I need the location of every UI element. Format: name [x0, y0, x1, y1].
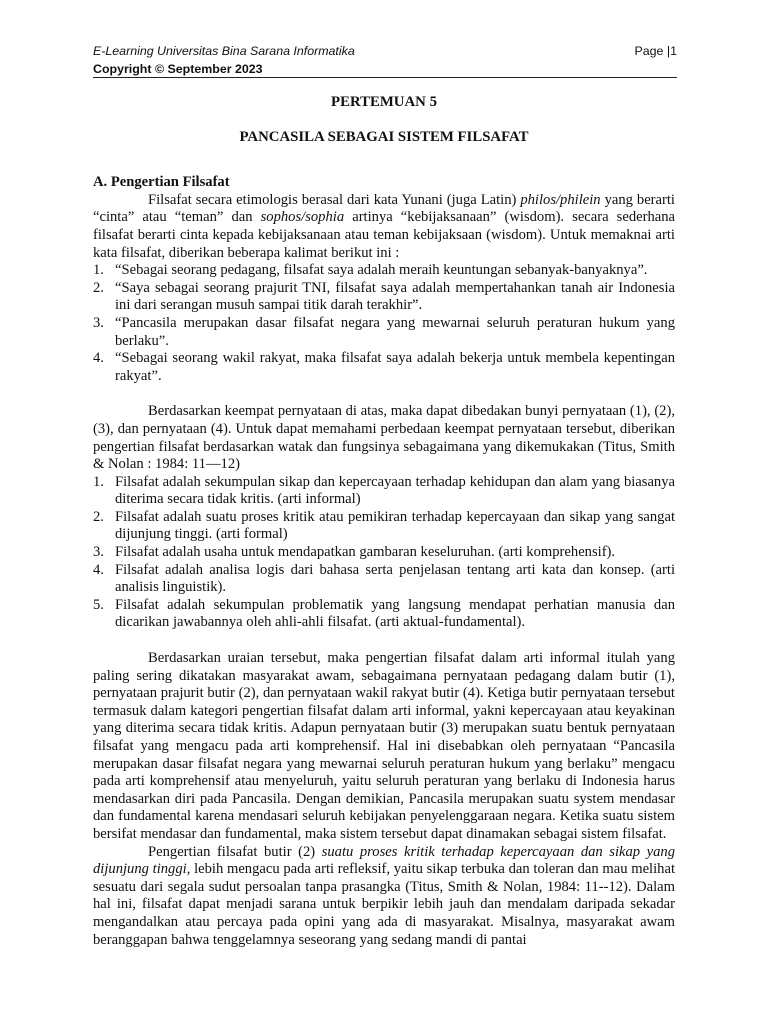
- section-heading-a: A. Pengertian Filsafat: [93, 174, 230, 191]
- list-item: 3. “Pancasila merupakan dasar filsafat negara yang mewarnai seluruh peraturan hukum yang berlaku”.: [93, 314, 675, 349]
- list-item: 5. Filsafat adalah sekumpulan problematik yang langsung mendapat perhatian manusia dan dicarikan jawabannya oleh ahli-ahli filsafat. (arti aktual-fundamental).: [93, 596, 675, 631]
- list-item: 4. “Sebagai seorang wakil rakyat, maka filsafat saya adalah bekerja untuk membela kepentingan rakyat”.: [93, 350, 675, 384]
- paragraph-4: Pengertian filsafat butir (2) suatu proses kritik terhadap kepercayaan dan sikap yang dijunjung tinggi, lebih mengacu pada arti refleksif, yaitu sikap terbuka dan toleran dan mau melihat sesuatu dari segala sudut persoalan tanpa prasangka (Titus, Smith & Nolan, 1984: 11--12). Dalam hal ini, filsafat dapat menjadi sarana untuk berpikir lebih jauh dan mendalam daripada sekadar mengandalkan atau percaya pada opini yang ada di masyarakat. Misalnya, masyarakat awam beranggapan bahwa tenggelamnya seseorang yang sedang mandi di pantai: [93, 843, 675, 948]
- paragraph-1: Filsafat secara etimologis berasal dari kata Yunani (juga Latin) philos/philein yang berarti “cinta” atau “teman” dan sophos/sophia artinya “kebijaksanaan” (wisdom). secara sederhana filsafat berarti cinta kepada kebijaksanaan atau teman kebijaksaan (wisdom). Untuk memaknai arti kata filsafat, diberikan beberapa kalimat berikut ini :: [93, 191, 676, 261]
- list-item: 3. Filsafat adalah usaha untuk mendapatkan gambaran keseluruhan. (arti komprehensif).: [93, 544, 616, 561]
- list-item: 1. Filsafat adalah sekumpulan sikap dan kepercayaan terhadap kehidupan dan alam yang biasanya diterima secara tidak kritis. (arti informal): [93, 473, 675, 508]
- list-item: 2. “Saya sebagai seorang prajurit TNI, filsafat saya adalah mempertahankan tanah air Indonesia ini dari serangan musuh sampai titik darah terakhir”.: [93, 279, 675, 314]
- header-rule: [93, 77, 677, 78]
- list-item: 2. Filsafat adalah suatu proses kritik atau pemikiran terhadap kepercayaan dan sikap yang sangat dijunjung tinggi. (arti formal): [93, 508, 675, 543]
- paragraph-2: Berdasarkan keempat pernyataan di atas, maka dapat dibedakan bunyi pernyataan (1), (2), (3), dan pernyataan (4). Untuk dapat memahami perbedaan keempat pernyataan tersebut, diberikan pengertian filsafat berdasarkan watak dan fungsinya sebagaimana yang dikemukakan (Titus, Smith & Nolan : 1984: 11—12): [93, 403, 675, 473]
- document-body: [93, 90, 675, 949]
- statement-list: [93, 262, 675, 385]
- page-number: Page |1: [634, 44, 677, 58]
- list-item: 1. “Sebagai seorang pedagang, filsafat saya adalah meraih keuntungan sebanyak-banyaknya”.: [93, 262, 648, 279]
- page-header: [93, 42, 677, 78]
- header-org: E-Learning Universitas Bina Sarana Informatika: [93, 44, 355, 58]
- list-item: 4. Filsafat adalah analisa logis dari bahasa serta penjelasan tentang arti kata dan konsep. (arti analisis linguistik).: [93, 561, 675, 596]
- definition-list: [93, 474, 675, 632]
- document-title: PANCASILA SEBAGAI SISTEM FILSAFAT: [239, 128, 529, 145]
- paragraph-3: Berdasarkan uraian tersebut, maka pengertian filsafat dalam arti informal itulah yang paling sering dikatakan masyarakat awam, sebagaimana pernyataan pedagang dalam butir (1), pernyataan prajurit butir (2), dan pernyataan wakil rakyat butir (4). Ketiga butir pernyataan tersebut termasuk dalam kategori pengertian filsafat dalam arti informal, yakni kepercayaan atau keyakinan yang diterima secara tidak kritis. Adapun pernyataan butir (3) merupakan suatu bentuk pernyataan filsafat yang mengacu pada arti komprehensif. Hal ini disebabkan oleh pernyataan “Pancasila merupakan dasar filsafat negara yang mewarnai seluruh peraturan hukum yang berlaku” mengacu pada arti komprehensif atau menyeluruh, yaitu seluruh peraturan yang berlaku di Indonesia harus mendasarkan diri pada Pancasila. Dengan demikian, Pancasila merupakan suatu system mendasar dan fundamental karena mendasari seluruh kebijakan penyelenggaraan negara. Ketika suatu sistem bersifat mendasar dan fundamental, maka sistem tersebut dapat dinamakan sebagai sistem filsafat.: [93, 650, 675, 842]
- meeting-title: PERTEMUAN 5: [331, 94, 437, 110]
- header-copyright: Copyright © September 2023: [93, 62, 263, 76]
